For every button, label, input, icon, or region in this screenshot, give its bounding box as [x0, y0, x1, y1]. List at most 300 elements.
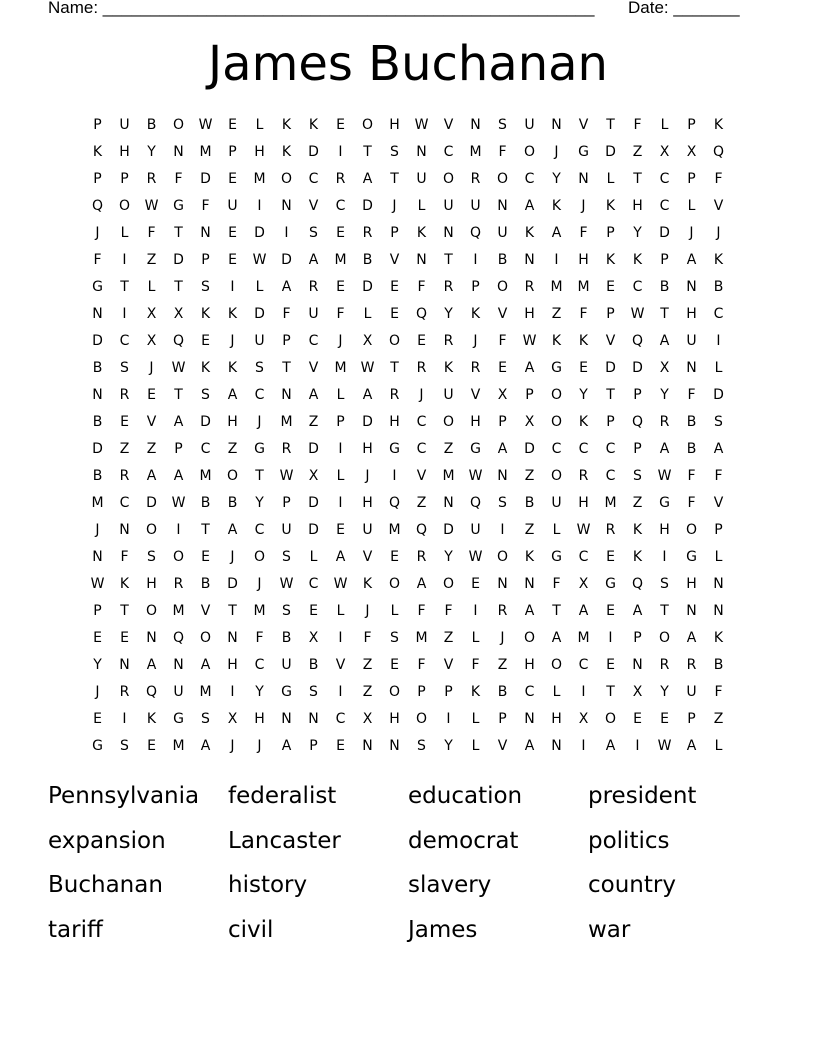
grid-letter: G: [551, 360, 562, 376]
grid-letter: O: [388, 684, 401, 700]
grid-letter: B: [362, 252, 373, 268]
grid-letter: S: [201, 711, 210, 727]
grid-letter: A: [659, 333, 670, 349]
grid-letter: L: [336, 468, 345, 484]
grid-letter: N: [281, 387, 292, 403]
grid-letter: G: [578, 144, 589, 160]
grid-letter: R: [173, 576, 184, 592]
grid-letter: S: [255, 360, 264, 376]
grid-letter: N: [713, 603, 724, 619]
grid-letter: T: [390, 360, 399, 376]
grid-letter: C: [335, 711, 346, 727]
grid-letter: T: [660, 603, 669, 619]
grid-letter: Q: [469, 495, 482, 511]
grid-letter: N: [173, 657, 184, 673]
grid-letter: N: [92, 306, 103, 322]
grid-letter: J: [95, 522, 100, 538]
grid-letter: H: [524, 657, 535, 673]
grid-letter: V: [146, 414, 157, 430]
grid-letter: N: [524, 576, 535, 592]
grid-letter: K: [551, 198, 562, 214]
grid-letter: L: [147, 279, 156, 295]
grid-letter: P: [309, 738, 318, 754]
grid-letter: H: [227, 414, 238, 430]
grid-letter: I: [338, 630, 343, 646]
grid-letter: X: [686, 144, 697, 160]
grid-letter: J: [95, 225, 100, 241]
grid-letter: L: [552, 684, 561, 700]
grid-letter: J: [230, 549, 235, 565]
grid-letter: K: [281, 144, 292, 160]
grid-letter: F: [687, 495, 696, 511]
grid-letter: X: [362, 333, 373, 349]
grid-letter: E: [201, 333, 210, 349]
grid-letter: M: [199, 684, 212, 700]
grid-letter: T: [552, 603, 561, 619]
grid-letter: C: [119, 495, 130, 511]
grid-letter: A: [659, 441, 670, 457]
grid-letter: D: [308, 441, 319, 457]
grid-letter: T: [174, 387, 183, 403]
grid-letter: N: [389, 738, 400, 754]
grid-letter: L: [336, 387, 345, 403]
grid-letter: P: [444, 684, 453, 700]
grid-letter: U: [119, 117, 130, 133]
grid-letter: M: [415, 630, 428, 646]
grid-letter: G: [173, 198, 184, 214]
grid-letter: B: [281, 630, 292, 646]
grid-letter: Y: [444, 306, 453, 322]
grid-letter: K: [713, 117, 724, 133]
grid-letter: X: [659, 360, 670, 376]
grid-letter: K: [119, 576, 130, 592]
word-bank-item: president: [588, 783, 697, 809]
grid-row: [84, 355, 732, 382]
grid-letter: Z: [443, 630, 454, 646]
grid-letter: F: [363, 630, 372, 646]
grid-letter: O: [172, 117, 185, 133]
grid-letter: B: [308, 657, 319, 673]
grid-letter: D: [281, 252, 292, 268]
grid-letter: O: [685, 522, 698, 538]
grid-letter: T: [390, 171, 399, 187]
grid-letter: E: [120, 630, 129, 646]
grid-letter: H: [578, 252, 589, 268]
grid-letter: J: [716, 225, 721, 241]
grid-letter: I: [230, 684, 235, 700]
grid-letter: I: [473, 252, 478, 268]
grid-letter: A: [146, 657, 157, 673]
grid-letter: W: [279, 468, 294, 484]
grid-letter: K: [632, 522, 643, 538]
grid-letter: C: [308, 333, 319, 349]
grid-letter: C: [632, 279, 643, 295]
grid-letter: A: [200, 657, 211, 673]
grid-letter: C: [713, 306, 724, 322]
word-bank-item: Buchanan: [48, 872, 163, 898]
grid-letter: A: [524, 360, 535, 376]
grid-letter: W: [468, 549, 483, 565]
grid-letter: X: [524, 414, 535, 430]
grid-letter: A: [308, 252, 319, 268]
grid-letter: P: [93, 117, 102, 133]
grid-letter: L: [363, 306, 372, 322]
grid-letter: M: [604, 495, 617, 511]
grid-letter: H: [389, 711, 400, 727]
grid-letter: F: [255, 630, 264, 646]
grid-letter: G: [389, 441, 400, 457]
word-bank-row: [48, 823, 788, 868]
grid-letter: Q: [145, 684, 158, 700]
grid-letter: J: [257, 576, 262, 592]
grid-letter: C: [524, 684, 535, 700]
word-bank-row: [48, 867, 788, 912]
grid-letter: M: [172, 738, 185, 754]
grid-letter: R: [470, 360, 481, 376]
grid-letter: I: [257, 198, 262, 214]
grid-letter: O: [496, 279, 509, 295]
grid-letter: F: [417, 657, 426, 673]
grid-letter: G: [686, 549, 697, 565]
grid-letter: J: [419, 387, 424, 403]
grid-letter: X: [497, 387, 508, 403]
grid-letter: H: [659, 522, 670, 538]
grid-letter: U: [551, 495, 562, 511]
grid-letter: D: [659, 225, 670, 241]
grid-letter: A: [524, 603, 535, 619]
grid-letter: N: [551, 117, 562, 133]
grid-letter: D: [254, 225, 265, 241]
grid-letter: U: [524, 117, 535, 133]
grid-letter: M: [253, 171, 266, 187]
grid-letter: B: [659, 279, 670, 295]
grid-letter: V: [443, 117, 454, 133]
grid-letter: Z: [524, 522, 535, 538]
grid-letter: E: [336, 279, 345, 295]
grid-letter: F: [417, 603, 426, 619]
grid-letter: H: [524, 306, 535, 322]
grid-letter: H: [227, 657, 238, 673]
grid-letter: S: [309, 225, 318, 241]
grid-letter: O: [496, 549, 509, 565]
grid-letter: C: [254, 387, 265, 403]
grid-row: [84, 112, 732, 139]
grid-letter: F: [714, 171, 723, 187]
grid-letter: I: [122, 252, 127, 268]
grid-letter: V: [713, 198, 724, 214]
grid-letter: A: [362, 387, 373, 403]
grid-letter: F: [687, 387, 696, 403]
grid-letter: Z: [443, 441, 454, 457]
grid-letter: N: [173, 144, 184, 160]
grid-letter: F: [174, 171, 183, 187]
grid-letter: D: [632, 360, 643, 376]
grid-letter: Q: [415, 522, 428, 538]
grid-letter: O: [118, 198, 131, 214]
grid-letter: I: [581, 738, 586, 754]
grid-letter: T: [606, 684, 615, 700]
grid-letter: B: [200, 495, 211, 511]
grid-letter: H: [146, 576, 157, 592]
grid-letter: F: [579, 225, 588, 241]
grid-letter: W: [360, 360, 375, 376]
grid-letter: L: [309, 549, 318, 565]
grid-letter: H: [119, 144, 130, 160]
grid-letter: C: [443, 144, 454, 160]
grid-letter: Q: [631, 414, 644, 430]
grid-letter: T: [174, 225, 183, 241]
grid-letter: N: [227, 630, 238, 646]
grid-letter: X: [146, 306, 157, 322]
grid-letter: M: [199, 144, 212, 160]
grid-letter: D: [200, 414, 211, 430]
grid-letter: O: [658, 630, 671, 646]
grid-letter: Y: [444, 549, 453, 565]
grid-letter: P: [174, 441, 183, 457]
grid-row: [84, 490, 732, 517]
grid-letter: L: [687, 198, 696, 214]
grid-letter: E: [606, 657, 615, 673]
grid-letter: T: [282, 360, 291, 376]
grid-letter: S: [714, 414, 723, 430]
grid-letter: K: [578, 333, 589, 349]
grid-letter: I: [662, 549, 667, 565]
grid-letter: S: [417, 738, 426, 754]
grid-letter: F: [687, 468, 696, 484]
grid-letter: D: [308, 495, 319, 511]
grid-letter: N: [416, 252, 427, 268]
grid-letter: P: [93, 171, 102, 187]
grid-row: [84, 706, 732, 733]
grid-letter: E: [336, 225, 345, 241]
grid-letter: N: [416, 144, 427, 160]
grid-row: [84, 166, 732, 193]
grid-letter: U: [470, 522, 481, 538]
grid-letter: H: [362, 441, 373, 457]
grid-letter: F: [498, 144, 507, 160]
grid-letter: F: [471, 657, 480, 673]
grid-letter: B: [92, 468, 103, 484]
grid-letter: O: [388, 333, 401, 349]
grid-letter: U: [416, 171, 427, 187]
grid-letter: Q: [712, 144, 725, 160]
grid-letter: K: [362, 576, 373, 592]
grid-letter: A: [551, 225, 562, 241]
grid-letter: Y: [255, 495, 264, 511]
grid-letter: K: [605, 252, 616, 268]
grid-letter: P: [606, 225, 615, 241]
grid-letter: Z: [524, 468, 535, 484]
grid-letter: M: [253, 603, 266, 619]
grid-letter: G: [551, 549, 562, 565]
grid-letter: N: [119, 522, 130, 538]
grid-letter: I: [635, 738, 640, 754]
grid-letter: D: [254, 306, 265, 322]
grid-letter: J: [149, 360, 154, 376]
grid-letter: A: [200, 738, 211, 754]
grid-letter: P: [282, 495, 291, 511]
grid-letter: Y: [444, 738, 453, 754]
grid-letter: N: [362, 738, 373, 754]
grid-letter: D: [227, 576, 238, 592]
grid-letter: C: [308, 171, 319, 187]
grid-letter: W: [522, 333, 537, 349]
grid-letter: O: [145, 522, 158, 538]
grid-letter: D: [362, 198, 373, 214]
grid-letter: A: [173, 468, 184, 484]
grid-letter: F: [147, 225, 156, 241]
grid-letter: A: [551, 630, 562, 646]
grid-letter: E: [336, 117, 345, 133]
grid-letter: P: [687, 711, 696, 727]
grid-letter: K: [470, 306, 481, 322]
grid-letter: L: [120, 225, 129, 241]
grid-letter: N: [497, 576, 508, 592]
page-title: James Buchanan: [208, 36, 608, 92]
grid-letter: O: [604, 711, 617, 727]
grid-letter: J: [230, 738, 235, 754]
grid-letter: O: [550, 468, 563, 484]
grid-letter: B: [524, 495, 535, 511]
grid-letter: G: [92, 279, 103, 295]
grid-letter: H: [362, 495, 373, 511]
grid-letter: B: [686, 414, 697, 430]
grid-letter: L: [606, 171, 615, 187]
grid-letter: D: [92, 333, 103, 349]
grid-letter: N: [632, 657, 643, 673]
grid-row: [84, 436, 732, 463]
grid-letter: P: [228, 144, 237, 160]
grid-letter: P: [660, 252, 669, 268]
grid-letter: D: [308, 144, 319, 160]
word-bank-item: country: [588, 872, 676, 898]
grid-letter: L: [417, 198, 426, 214]
grid-letter: U: [173, 684, 184, 700]
grid-letter: J: [473, 333, 478, 349]
grid-letter: R: [389, 387, 400, 403]
grid-row: [84, 463, 732, 490]
grid-letter: E: [606, 549, 615, 565]
grid-letter: O: [388, 576, 401, 592]
grid-letter: E: [120, 414, 129, 430]
grid-letter: A: [416, 576, 427, 592]
grid-row: [84, 598, 732, 625]
grid-letter: O: [550, 414, 563, 430]
grid-letter: W: [90, 576, 105, 592]
grid-letter: Q: [631, 576, 644, 592]
grid-letter: N: [200, 225, 211, 241]
grid-letter: L: [255, 117, 264, 133]
grid-letter: I: [230, 279, 235, 295]
grid-row: [84, 382, 732, 409]
grid-letter: K: [281, 117, 292, 133]
grid-letter: U: [281, 657, 292, 673]
grid-letter: X: [146, 333, 157, 349]
grid-letter: V: [200, 603, 211, 619]
grid-letter: W: [333, 576, 348, 592]
grid-letter: L: [471, 711, 480, 727]
grid-letter: A: [146, 468, 157, 484]
grid-letter: H: [632, 198, 643, 214]
grid-letter: C: [254, 522, 265, 538]
letter-grid: [84, 112, 732, 760]
grid-letter: E: [390, 657, 399, 673]
worksheet-header: [48, 0, 748, 20]
grid-letter: B: [92, 360, 103, 376]
grid-letter: A: [524, 738, 535, 754]
grid-letter: Z: [713, 711, 724, 727]
grid-letter: W: [576, 522, 591, 538]
grid-letter: A: [605, 738, 616, 754]
grid-letter: E: [390, 549, 399, 565]
grid-letter: W: [657, 468, 672, 484]
grid-letter: R: [335, 171, 346, 187]
grid-letter: S: [390, 144, 399, 160]
grid-letter: Z: [227, 441, 238, 457]
grid-letter: C: [605, 468, 616, 484]
grid-letter: C: [416, 441, 427, 457]
grid-letter: L: [660, 117, 669, 133]
grid-letter: P: [714, 522, 723, 538]
grid-letter: U: [686, 684, 697, 700]
grid-letter: B: [686, 441, 697, 457]
grid-letter: E: [606, 279, 615, 295]
grid-row: [84, 544, 732, 571]
grid-row: [84, 220, 732, 247]
grid-letter: Z: [416, 495, 427, 511]
grid-letter: N: [497, 468, 508, 484]
grid-row: [84, 679, 732, 706]
grid-letter: V: [416, 468, 427, 484]
grid-letter: W: [630, 306, 645, 322]
grid-letter: S: [633, 468, 642, 484]
grid-letter: E: [498, 360, 507, 376]
grid-letter: M: [577, 279, 590, 295]
grid-letter: U: [443, 387, 454, 403]
grid-letter: K: [416, 225, 427, 241]
grid-letter: J: [257, 414, 262, 430]
grid-letter: G: [92, 738, 103, 754]
grid-row: [84, 247, 732, 274]
grid-letter: O: [415, 711, 428, 727]
grid-letter: R: [686, 657, 697, 673]
word-bank-item: democrat: [408, 827, 519, 854]
grid-letter: A: [632, 603, 643, 619]
grid-letter: C: [659, 171, 670, 187]
grid-letter: I: [446, 711, 451, 727]
grid-letter: O: [442, 576, 455, 592]
grid-letter: D: [200, 171, 211, 187]
grid-letter: F: [633, 117, 642, 133]
grid-letter: E: [228, 225, 237, 241]
grid-letter: S: [120, 360, 129, 376]
grid-letter: R: [119, 387, 130, 403]
grid-letter: F: [201, 198, 210, 214]
grid-letter: N: [281, 711, 292, 727]
grid-letter: R: [362, 225, 373, 241]
grid-letter: L: [336, 603, 345, 619]
grid-letter: B: [713, 657, 724, 673]
grid-letter: K: [470, 684, 481, 700]
grid-letter: O: [523, 630, 536, 646]
grid-letter: I: [500, 522, 505, 538]
grid-letter: O: [361, 117, 374, 133]
grid-letter: L: [714, 549, 723, 565]
grid-letter: N: [686, 603, 697, 619]
grid-letter: M: [91, 495, 104, 511]
grid-letter: R: [605, 522, 616, 538]
grid-letter: P: [687, 171, 696, 187]
